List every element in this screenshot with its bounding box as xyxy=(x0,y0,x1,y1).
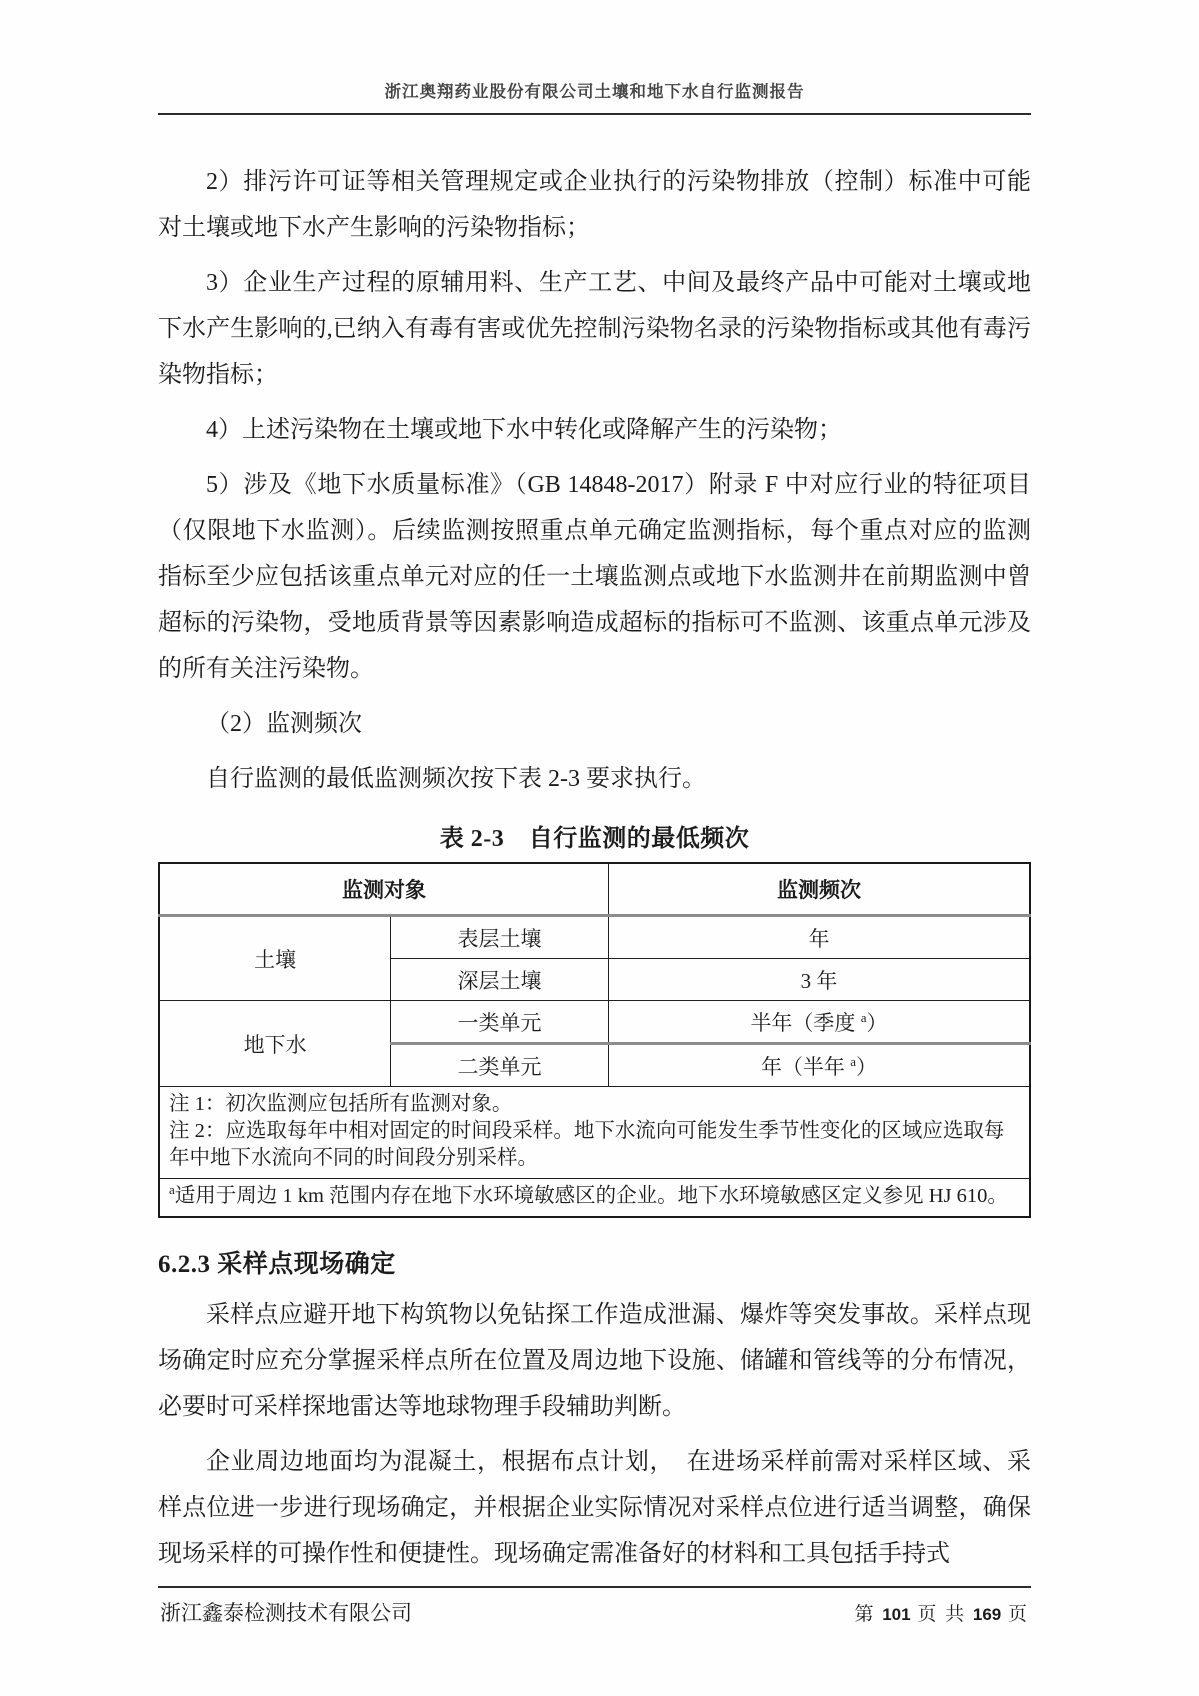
footer-page-suffix: 页 xyxy=(1001,1604,1029,1625)
page-content xyxy=(158,159,1031,1586)
table-footnote-text: 适用于周边 1 km 范围内存在地下水环境敏感区的企业。地下水环境敏感区定义参见 HJ 610。 xyxy=(174,1185,1008,1207)
footer-page-prefix: 第 xyxy=(854,1604,883,1625)
table-row xyxy=(159,1001,1030,1044)
table-2-3-title: 表 2-3 自行监测的最低频次 xyxy=(439,826,750,852)
freq-text-end: ） xyxy=(866,1010,888,1035)
table-header-monitoring-frequency: 监测频次 xyxy=(608,863,1030,916)
freq-text: 年（半年 xyxy=(760,1054,851,1079)
paragraph-item-5: 5）涉及《地下水质量标准》（GB 14848-2017）附录 F 中对应行业的特征项目（仅限地下水监测）。后续监测按照重点单元确定监测指标，每个重点对应的监测指标至少应包括该重点单元对应的任一土壤监测点或地下水监测井在前期监测中曾超标的污染物，受地质背景等因素影响造成超标的指标可不监测、该重点单元涉及的所有关注污染物。 xyxy=(158,472,1031,682)
table-cell-deep-soil: 深层土壤 xyxy=(391,959,609,1001)
table-notes-cell xyxy=(159,1087,1030,1179)
table-cell-group-groundwater: 地下水 xyxy=(159,1001,391,1087)
section-heading-6-2-3: 6.2.3 采样点现场确定 xyxy=(158,1251,396,1278)
section-paragraph-1: 采样点应避开地下构筑物以免钻探工作造成泄漏、爆炸等突发事故。采样点现场确定时应充分掌握采样点所在位置及周边地下设施、储罐和管线等的分布情况，必要时可采样探地雷达等地球物理手段辅助判断。 xyxy=(158,1302,1031,1420)
table-header-monitoring-object: 监测对象 xyxy=(159,863,608,916)
page-footer xyxy=(158,1586,1031,1627)
footer-page-middle: 页 共 xyxy=(910,1604,973,1625)
table-note-2: 注 2：应选取每年中相对固定的时间段采样。地下水流向可能发生季节性变化的区域应选取每年中地下水流向不同的时间段分别采样。 xyxy=(169,1120,1005,1169)
table-cell-class1-unit-freq xyxy=(608,1001,1030,1044)
footer-page-number xyxy=(854,1599,1029,1626)
paragraph-item-3: 3）企业生产过程的原辅用料、生产工艺、中间及最终产品中可能对土壤或地下水产生影响的,已纳入有毒有害或优先控制污染物名录的污染物指标或其他有毒污染物指标； xyxy=(158,270,1031,388)
footer-total-pages: 169 xyxy=(972,1605,1002,1624)
table-2-3 xyxy=(158,862,1031,1218)
table-footnote-row xyxy=(159,1179,1030,1218)
footnote-marker-a: a xyxy=(860,1009,867,1025)
footnote-marker-a: a xyxy=(850,1053,856,1069)
table-header-row xyxy=(159,863,1030,916)
freq-text: 半年（季度 xyxy=(750,1010,861,1035)
table-notes-row xyxy=(159,1087,1030,1179)
section-paragraph-2: 企业周边地面均为混凝土，根据布点计划， 在进场采样前需对采样区域、采样点位进一步进行现场确定，并根据企业实际情况对采样点位进行适当调整，确保现场采样的可操作性和便捷性。现场确定需准备好的材料和工具包括手持式 xyxy=(158,1449,1031,1567)
freq-text-end: ） xyxy=(855,1054,877,1079)
table-cell-surface-soil-freq: 年 xyxy=(608,916,1030,959)
paragraph-freq-label: （2）监测频次 xyxy=(206,711,362,737)
footer-current-page: 101 xyxy=(882,1605,911,1624)
paragraph-item-4: 4）上述污染物在土壤或地下水中转化或降解产生的污染物； xyxy=(206,417,842,443)
table-cell-surface-soil: 表层土壤 xyxy=(391,916,609,959)
footnote-marker-a: a xyxy=(169,1182,175,1198)
paragraph-freq-intro: 自行监测的最低监测频次按下表 2-3 要求执行。 xyxy=(206,766,706,792)
table-row xyxy=(159,916,1030,959)
table-cell-deep-soil-freq: 3 年 xyxy=(608,959,1030,1001)
table-cell-class2-unit: 二类单元 xyxy=(391,1044,609,1087)
table-cell-class2-unit-freq xyxy=(608,1044,1030,1087)
table-note-1: 注 1：初次监测应包括所有监测对象。 xyxy=(169,1093,513,1115)
page-header-title: 浙江奥翔药业股份有限公司土壤和地下水自行监测报告 xyxy=(158,78,1031,115)
table-footnote-cell xyxy=(159,1179,1030,1218)
table-cell-group-soil: 土壤 xyxy=(159,916,391,1001)
footer-company-name: 浙江鑫泰检测技术有限公司 xyxy=(160,1601,412,1625)
table-cell-class1-unit: 一类单元 xyxy=(391,1001,609,1044)
paragraph-item-2: 2）排污许可证等相关管理规定或企业执行的污染物排放（控制）标准中可能对土壤或地下水产生影响的污染物指标； xyxy=(158,169,1031,241)
